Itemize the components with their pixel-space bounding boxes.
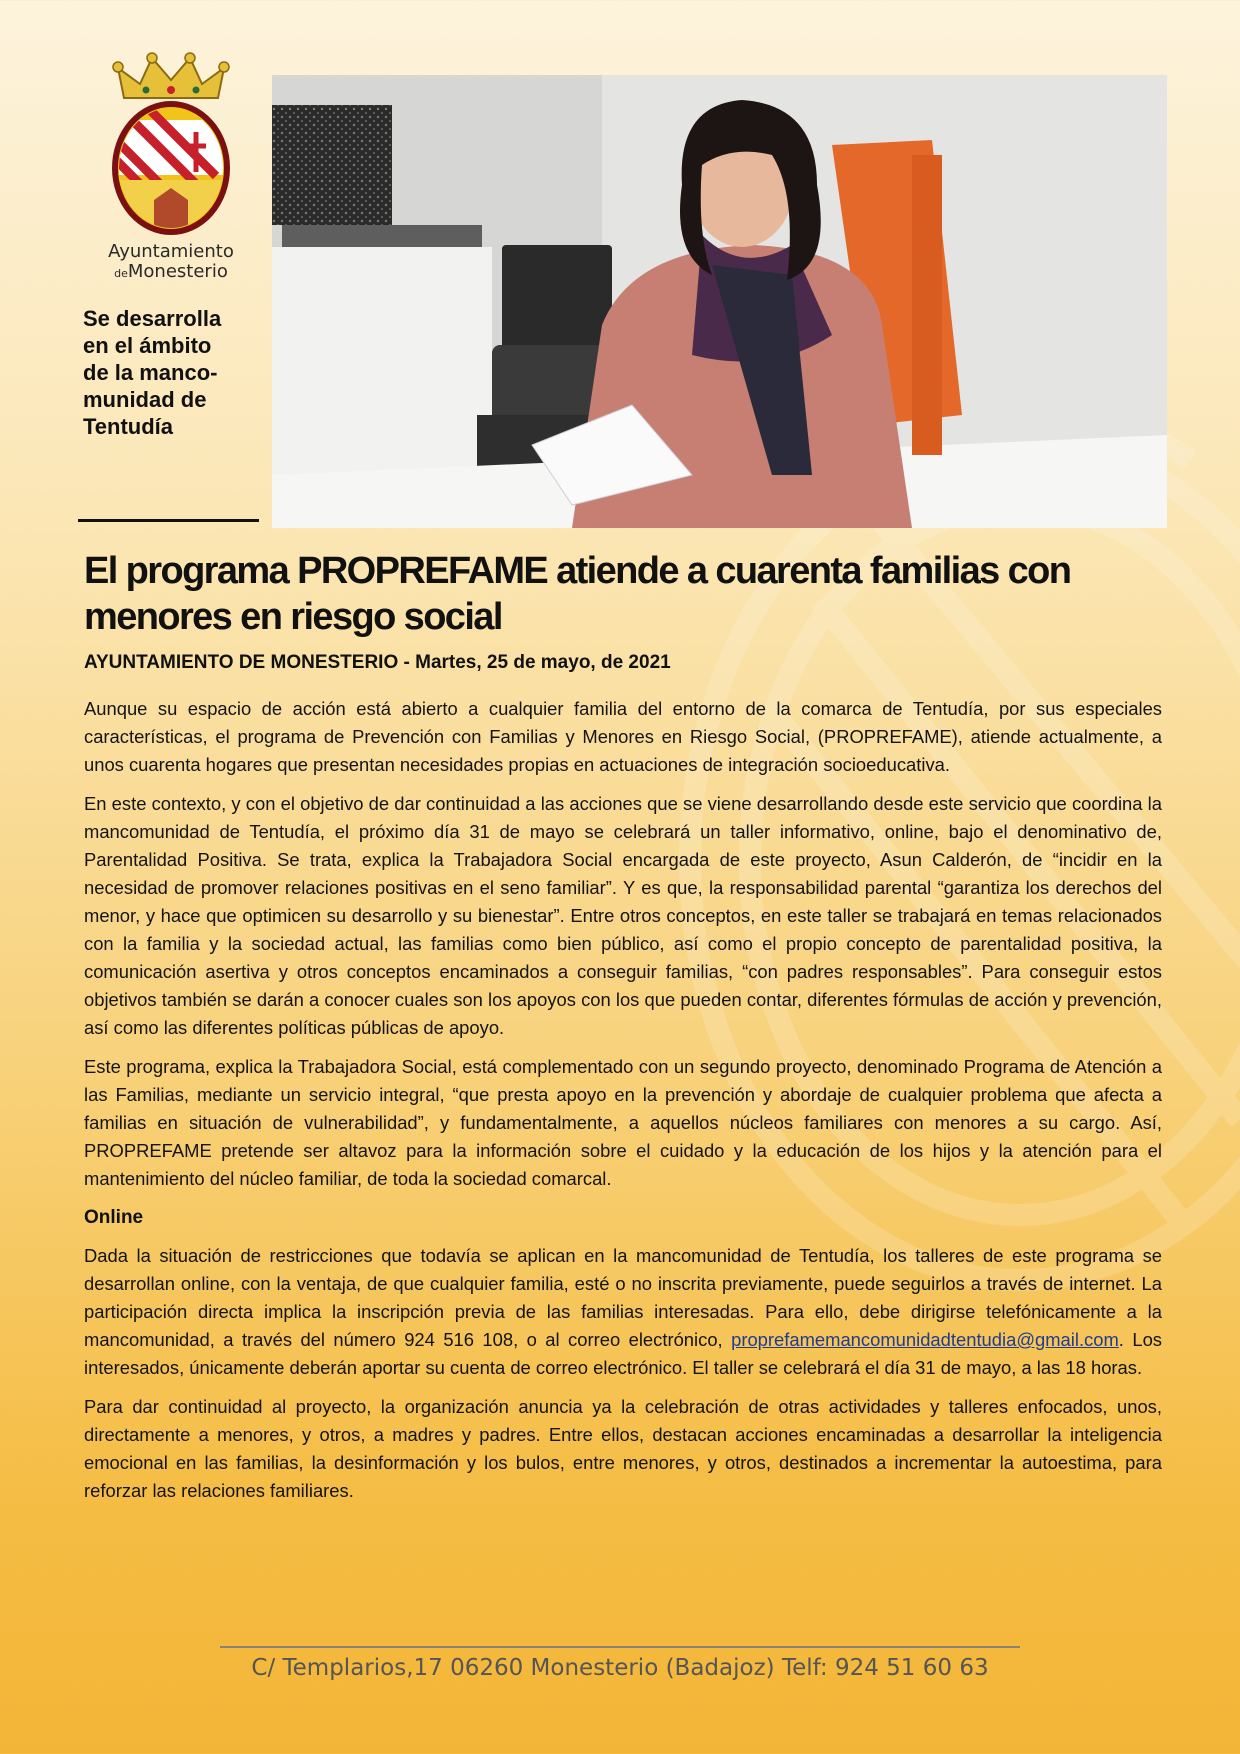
paragraph-4-text: Dada la situación de restricciones que todavía se aplican en la mancomunidad de Tentudía, los talleres de este programa se desarrollan online, con la ventaja, de que cualquier familia, esté o no inscrita previamente, puede seguirlos a través de internet. La participación directa implica la inscripción previa de las familias interesadas. Para ello, debe dirigirse telefónicamente a la mancomunidad, a través del número 924 516 108, o al correo electrónico, [84, 1245, 1162, 1350]
logo-line1: Ayuntamiento [108, 241, 234, 262]
paragraph-3: Este programa, explica la Trabajadora Social, está complementado con un segundo proyecto, denominado Programa de Atención a las Familias, mediante un servicio integral, “que presta apoyo en la prevención y abordaje de cualquier problema que afecta a familias en situación de vulnerabilidad”, y fundamentalmente, a aquellos núcleos familiares con menores a su cargo. Así, PROPREFAME pretende ser altavoz para la información sobre el cuidado y la educación de los hijos y la atención para el mantenimiento del núcleo familiar, de toda la sociedad comarcal. [84, 1056, 1162, 1189]
article-byline: AYUNTAMIENTO DE MONESTERIO - Martes, 25 de mayo, de 2021 [84, 652, 671, 673]
paragraph-5: Para dar continuidad al proyecto, la organización anuncia ya la celebración de otras actividades y talleres enfocados, unos, directamente a menores, y otros, a madres y padres. Entre ellos, destacan acciones encaminadas a desarrollar la inteligencia emocional en las familias, la desinformación y los bulos, entre menores, y otros, destinados a incrementar la autoestima, para reforzar las relaciones familiares. [84, 1396, 1162, 1501]
logo-prefix: de [114, 267, 128, 280]
paragraph-4 [84, 1242, 1162, 1382]
email-link[interactable]: proprefamemancomunidadtentudia@gmail.com [731, 1329, 1119, 1350]
article-headline: El programa PROPREFAME atiende a cuarenta familias con menores en riesgo social [84, 550, 1071, 638]
subheading-online: Online [84, 1207, 144, 1228]
sidebar-divider [78, 519, 259, 522]
article-body [84, 695, 1162, 1516]
footer-address: C/ Templarios,17 06260 Monesterio (Badajoz) Telf: 924 51 60 63 [251, 1655, 989, 1681]
paragraph-4-text-end: . Los interesados, únicamente deberán aportar su cuenta de correo electrónico. El taller se celebrará el día 31 de mayo, a las 18 horas. [84, 1329, 1162, 1378]
coat-of-arms-icon [96, 50, 246, 240]
footer-divider [220, 1646, 1020, 1648]
municipal-logo [96, 50, 246, 280]
social-worker-photo [272, 75, 1167, 528]
paragraph-1: Aunque su espacio de acción está abierto a cualquier familia del entorno de la comarca de Tentudía, por sus especiales características, el programa de Prevención con Familias y Menores en Riesgo Social, (PROPREFAME), atiende actualmente, a unos cuarenta hogares que presentan necesidades propias en actuaciones de integración socioeducativa. [84, 698, 1162, 775]
logo-line2: Monesterio [127, 261, 228, 282]
article-photo [272, 75, 1167, 528]
sidebar-note: Se desarrolla en el ámbito de la manco- munidad de Tentudía [83, 306, 222, 439]
paragraph-2: En este contexto, y con el objetivo de dar continuidad a las acciones que se viene desarrollando desde este servicio que coordina la mancomunidad de Tentudía, el próximo día 31 de mayo se celebrará un taller informativo, online, bajo el denominativo de, Parentalidad Positiva. Se trata, explica la Trabajadora Social encargada de este proyecto, Asun Calderón, de “incidir en la necesidad de promover relaciones positivas en el seno familiar”. Y es que, la responsabilidad parental “garantiza los derechos del menor, y hace que optimicen su desarrollo y su bienestar”. Entre otros conceptos, en este taller se trabajará en temas relacionados con la familia y la sociedad actual, las familias como bien público, así como el propio concepto de parentalidad positiva, la comunicación asertiva y otros conceptos encaminados a conseguir familias, “con padres responsables”. Para conseguir estos objetivos también se darán a conocer cuales son los apoyos con los que pueden contar, diferentes fórmulas de acción y prevención, así como las diferentes políticas públicas de apoyo. [84, 793, 1162, 1038]
